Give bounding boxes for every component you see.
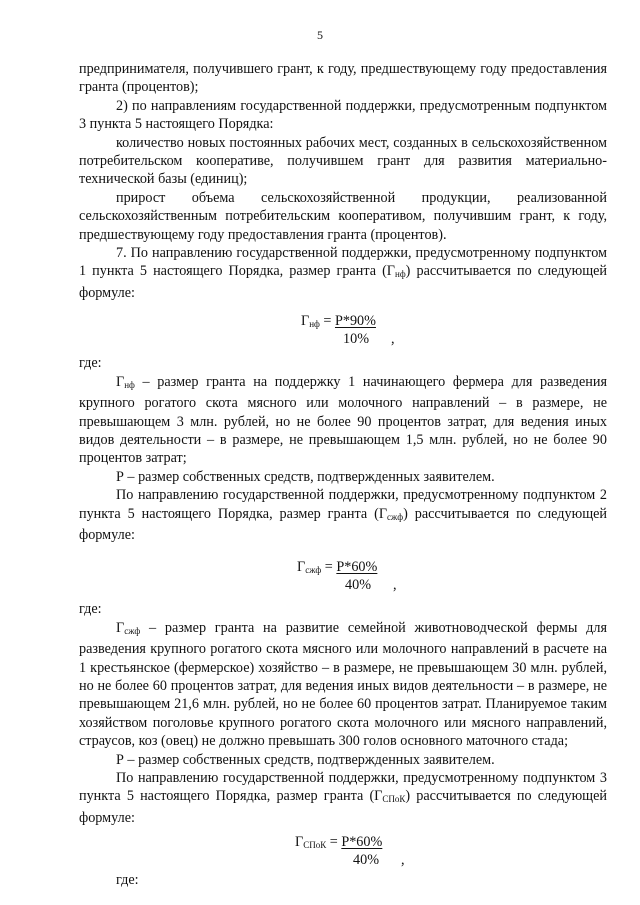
paragraph: 2) по направлениям государственной поддержки, предусмотренным подпунктом 3 пункта 5 настоящего Порядка:	[79, 97, 607, 133]
text-run: Г	[116, 619, 125, 636]
where-label: где:	[116, 872, 139, 889]
paragraph: Р – размер собственных средств, подтвержденных заявителем.	[116, 751, 495, 768]
formula-grant-nf	[79, 302, 607, 354]
text-run: – размер гранта на развитие семейной животноводческой фермы для разведения крупного рогатого скота мясного или молочного направлений в расчете на 1 крестьянское (фермерское) хозяйство – в размере, не превышающем 30 млн. рублей, но не более 60 процентов затрат, для ведения иных видов деятельности – в размере, не превышающем 21,6 млн. рублей, но не более 60 процентов затрат. Планируемое таким хозяйством поголовье крупного рогатого скота молочного или мясного направлений, страусов, коз (овец) не должно превышать 300 голов основного маточного стада;	[79, 619, 607, 750]
subscript: СПоК	[382, 794, 406, 805]
subscript: нф	[124, 379, 135, 390]
paragraph: Р – размер собственных средств, подтвержденных заявителем.	[116, 468, 495, 485]
formula-comma: ,	[391, 331, 395, 348]
formula-subscript: сжф	[305, 565, 322, 576]
paragraph	[79, 244, 607, 302]
paragraph	[79, 619, 607, 751]
text-run: ) рассчитывается по следующей формуле:	[79, 788, 607, 826]
text-run: ) рассчитывается по следующей формуле:	[79, 505, 608, 543]
page-number: 5	[317, 28, 323, 42]
subscript: сжф	[387, 511, 404, 522]
formula-equals: =	[321, 559, 337, 576]
document-body	[79, 60, 607, 890]
paragraph: прирост объема сельскохозяйственной продукции, реализованной сельскохозяйственным потребительским кооперативом, получившим грант, к году, предшествующему году предоставления гранта (процентов).	[79, 189, 607, 243]
formula-symbol: Г	[295, 834, 304, 851]
formula-grant-szhf	[79, 544, 607, 600]
text-run: 7. По направлению государственной поддержки, предусмотренному подпунктом 1 пункта 5 настоящего Порядка, размер гранта (Г	[79, 245, 607, 280]
formula-numerator: Р*60%	[336, 559, 378, 576]
formula-denominator: 40%	[353, 852, 380, 869]
formula-symbol: Г	[297, 559, 306, 576]
formula-comma: ,	[401, 852, 405, 869]
subscript: нф	[395, 269, 406, 280]
formula-comma: ,	[393, 577, 397, 594]
paragraph: предпринимателя, получившего грант, к году, предшествующему году предоставления гранта (процентов);	[79, 61, 607, 96]
formula-numerator: Р*60%	[341, 834, 383, 851]
paragraph	[79, 769, 607, 827]
text-run: По направлению государственной поддержки, предусмотренному подпунктом 3 пункта 5 настоящего Порядка, размер гранта (Г	[79, 770, 607, 805]
where-label: где:	[79, 355, 102, 372]
text-run: По направлению государственной поддержки, предусмотренному подпунктом 2 пункта 5 настоящего Порядка, размер гранта (Г	[79, 487, 607, 522]
formula-numerator: Р*90%	[334, 313, 376, 330]
subscript: сжф	[124, 625, 141, 636]
paragraph	[79, 486, 607, 544]
formula-subscript: СПоК	[303, 840, 327, 851]
where-label: где:	[79, 601, 102, 618]
formula-equals: =	[326, 834, 342, 851]
text-run: ) рассчитывается по следующей формуле:	[79, 263, 608, 301]
paragraph: количество новых постоянных рабочих мест, созданных в сельскохозяйственном потребительском кооперативе, получившем грант для развития материально-технической базы (единиц);	[79, 134, 607, 188]
formula-grant-spok	[79, 827, 607, 871]
formula-denominator: 40%	[345, 577, 372, 594]
text-run: Г	[116, 373, 125, 390]
formula-subscript: нф	[309, 319, 320, 330]
formula-denominator: 10%	[343, 331, 370, 348]
text-run: – размер гранта на поддержку 1 начинающего фермера для разведения крупного рогатого скота мясного или молочного направлений – в размере, не превышающем 3 млн. рублей, но не более 90 процентов затрат, для ведения иных видов деятельности – в размере, не превышающем 1,5 млн. рублей, но не более 90 процентов затрат;	[79, 373, 607, 467]
formula-equals: =	[319, 313, 335, 330]
paragraph	[79, 373, 607, 468]
formula-symbol: Г	[301, 313, 310, 330]
